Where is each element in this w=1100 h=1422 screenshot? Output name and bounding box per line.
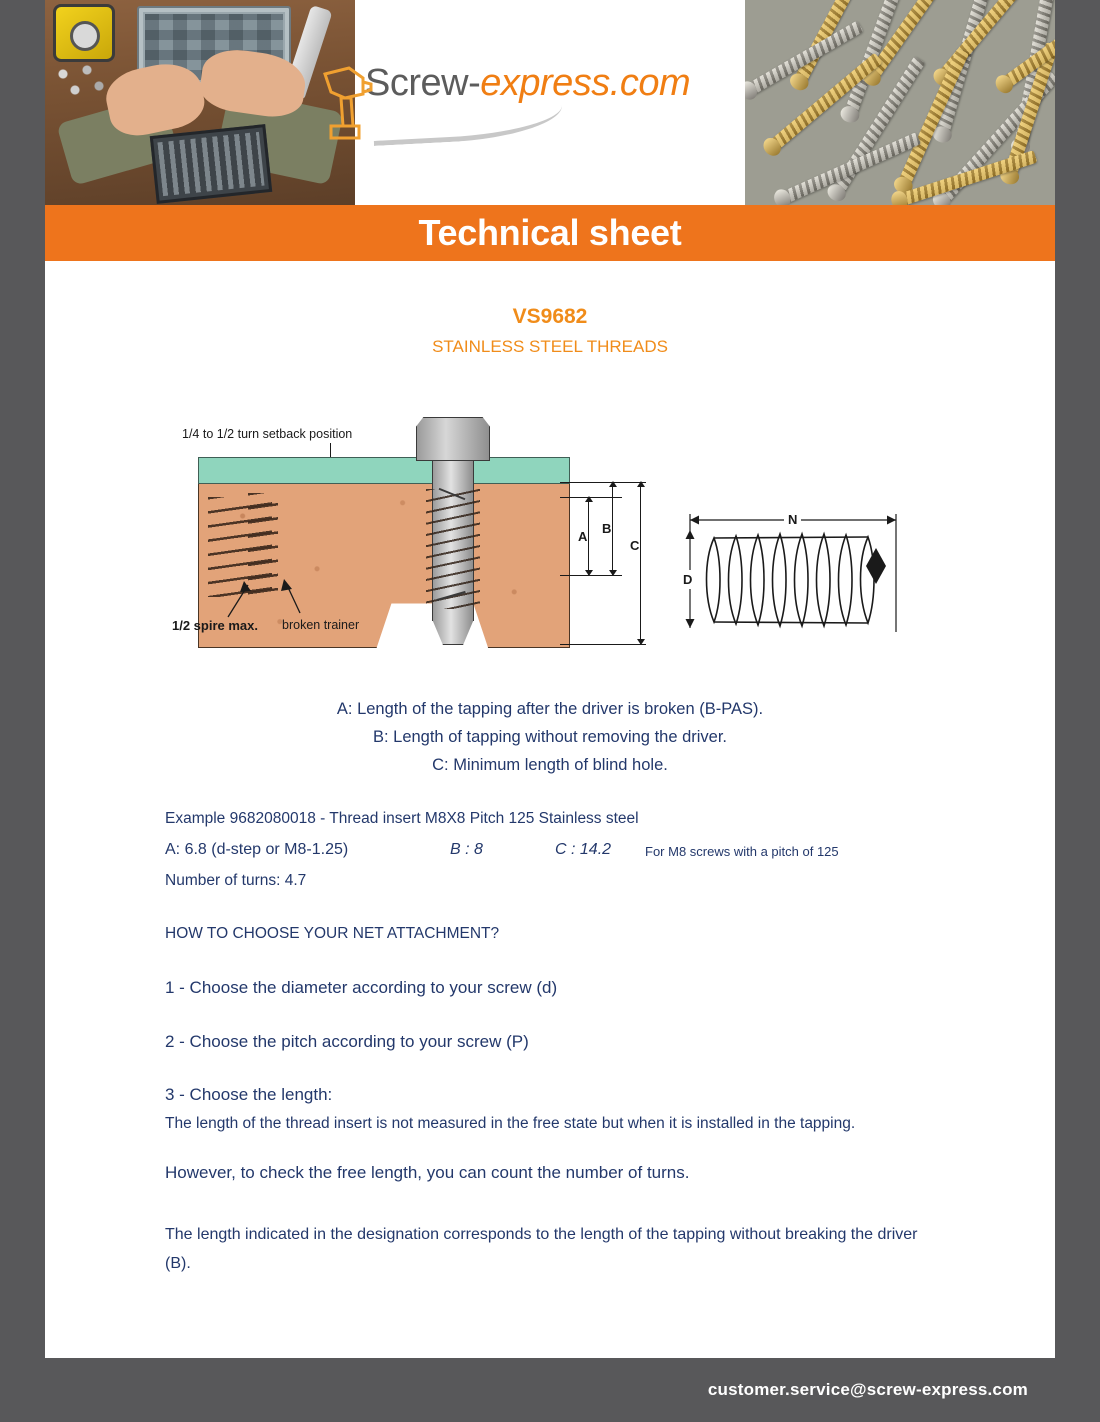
dimension-b-label: B — [602, 521, 612, 536]
label-broken-trainer: broken trainer — [282, 618, 360, 632]
example-block — [165, 810, 965, 890]
dim-tick-bottom-c — [560, 644, 646, 645]
howto-paragraph-1: The length of the thread insert is not measured in the free state but when it is installed in the tapping. — [165, 1115, 856, 1132]
howto-step-2: 2 - Choose the pitch according to your screw (P) — [165, 1032, 529, 1051]
footer-white-gap — [45, 1340, 1055, 1358]
dimension-a-label: A — [578, 529, 588, 544]
example-values — [165, 841, 965, 863]
banner-title: Technical sheet — [418, 212, 682, 253]
logo-swoosh — [372, 105, 563, 146]
howto-paragraph-2: However, to check the free length, you can count the number of turns. — [165, 1163, 690, 1182]
example-turns: Number of turns: 4.7 — [165, 872, 307, 889]
technical-diagram — [160, 405, 950, 670]
plate-notch — [510, 457, 570, 484]
drill-icon — [319, 64, 373, 142]
workbench-photo — [45, 0, 355, 205]
dimension-d-label: D — [683, 572, 693, 587]
loose-screws — [51, 62, 111, 102]
label-setback-position: 1/4 to 1/2 turn setback position — [182, 427, 353, 441]
logo-text-main: Screw- — [365, 62, 481, 104]
tape-measure — [53, 4, 115, 62]
legend-line-a: A: Length of the tapping after the driver is broken (B-PAS). — [336, 700, 764, 718]
howto-title: HOW TO CHOOSE YOUR NET ATTACHMENT? — [165, 925, 500, 942]
bolt-head — [416, 417, 490, 461]
dimension-c — [640, 482, 641, 644]
legend-block — [0, 695, 1100, 779]
thread-insert-drawing — [680, 500, 920, 645]
dimension-n-label: N — [784, 512, 801, 527]
example-value-b: B : 8 — [450, 841, 483, 858]
site-logo[interactable] — [365, 62, 735, 152]
thread-insert-coil-right — [426, 489, 480, 609]
howto-step-3: 3 - Choose the length: — [165, 1085, 333, 1104]
dim-tick-top-c — [560, 482, 646, 483]
legend-line-c: C: Minimum length of blind hole. — [432, 756, 668, 774]
howto-step-1: 1 - Choose the diameter according to your screw (d) — [165, 978, 558, 997]
banner-bar — [45, 205, 1055, 261]
howto-paragraph-3: The length indicated in the designation corresponds to the length of the tapping without breaking the driver (B). — [165, 1226, 918, 1272]
metal-grid-board — [150, 124, 272, 204]
product-description: STAINLESS STEEL THREADS — [432, 337, 668, 356]
example-note: For M8 screws with a pitch of 125 — [645, 844, 839, 859]
dimension-b — [612, 482, 613, 575]
example-value-a: A: 6.8 (d-step or M8-1.25) — [165, 841, 349, 858]
logo-text — [365, 62, 735, 105]
screws-pile-photo — [745, 0, 1055, 205]
example-title: Example 9682080018 - Thread insert M8X8 Pitch 125 Stainless steel — [165, 810, 639, 827]
legend-line-b: B: Length of tapping without removing the driver. — [372, 728, 728, 746]
contact-email[interactable]: customer.service@screw-express.com — [707, 1380, 1028, 1399]
product-reference: VS9682 — [512, 305, 588, 328]
logo-text-emphasis: express.com — [480, 62, 691, 104]
dimension-c-label: C — [630, 538, 640, 553]
example-value-c: C : 14.2 — [555, 841, 612, 858]
label-half-spire: 1/2 spire max. — [172, 618, 258, 633]
dimension-a — [588, 497, 589, 575]
